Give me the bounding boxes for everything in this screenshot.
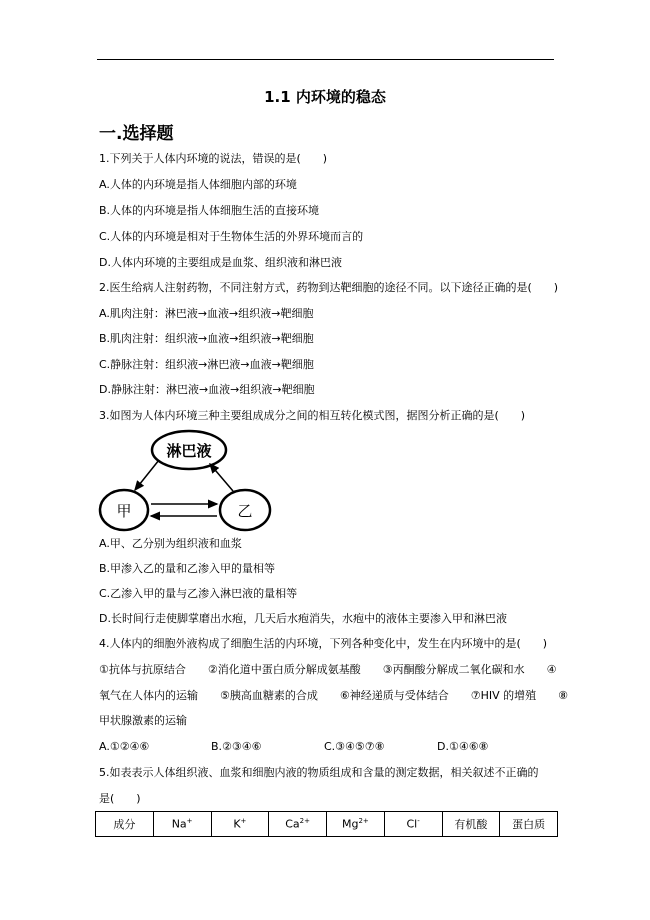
table-cell-organic-acid: 有机酸 [442, 812, 500, 837]
question-1-option-c: C.人体的内环境是相对于生物体生活的外界环境而言的 [99, 230, 364, 243]
question-3-option-a: A.甲、乙分别为组织液和血浆 [99, 537, 242, 550]
question-3-stem: 3.如图为人体内环境三种主要组成成分之间的相互转化模式图，据图分析正确的是( ) [99, 409, 526, 422]
question-4-stem: 4.人体内的细胞外液构成了细胞生活的内环境，下列各种变化中，发生在内环境中的是( ) [99, 637, 548, 650]
table-header-row [96, 812, 558, 837]
question-3-option-c: C.乙渗入甲的量与乙渗入淋巴液的量相等 [99, 587, 298, 600]
header-rule [97, 59, 554, 60]
question-2-option-b: B.肌肉注射：组织液→血液→组织液→靶细胞 [99, 332, 314, 345]
question-2-option-a: A.肌肉注射：淋巴液→血液→组织液→靶细胞 [99, 307, 314, 320]
table-cell-calcium: $Ca^{2+}$ [269, 812, 327, 837]
section-heading: 一.选择题 [99, 124, 174, 144]
table-cell-sodium: Na+ [153, 812, 211, 837]
question-4-item-line-3: 甲状腺激素的运输 [99, 714, 187, 727]
page-title: 1.1 内环境的稳态 [264, 88, 386, 106]
question-5-stem-continued: 是( ) [99, 792, 141, 805]
table-cell-component: 成分 [96, 812, 154, 837]
question-4-item-line-1: ①抗体与抗原结合 ②消化道中蛋白质分解成氨基酸 ③丙酮酸分解成二氧化碳和水 ④ [99, 663, 557, 676]
question-1-option-b: B.人体的内环境是指人体细胞生活的直接环境 [99, 204, 320, 217]
question-4-option-d: D.①④⑥⑧ [437, 740, 489, 753]
table-cell-protein: 蛋白质 [500, 812, 558, 837]
table-cell-chloride: Cl- [384, 812, 442, 837]
table-cell-potassium: K+ [211, 812, 269, 837]
composition-table [95, 811, 558, 837]
body-fluid-diagram [97, 428, 287, 538]
question-4-option-c: C.③④⑤⑦⑧ [324, 740, 385, 753]
jia-label: 甲 [116, 502, 132, 520]
question-1-stem: 1.下列关于人体内环境的说法，错误的是( ) [99, 152, 328, 165]
arrow-yi-to-lymph [210, 464, 233, 491]
question-4-option-a: A.①②④⑥ [99, 740, 150, 753]
question-5-stem: 5.如表表示人体组织液、血浆和细胞内液的物质组成和含量的测定数据，相关叙述不正确的 [99, 766, 539, 779]
question-3-option-b: B.甲渗入乙的量和乙渗入甲的量相等 [99, 562, 276, 575]
question-4-item-line-2: 氧气在人体内的运输 ⑤胰高血糖素的合成 ⑥神经递质与受体结合 ⑦HIV 的增殖 ⑧ [99, 689, 568, 702]
yi-label: 乙 [237, 502, 253, 520]
question-3-option-d: D.长时间行走使脚掌磨出水疱，几天后水疱消失，水疱中的液体主要渗入甲和淋巴液 [99, 612, 507, 625]
lymph-label: 淋巴液 [166, 442, 212, 460]
question-2-option-c: C.静脉注射：组织液→淋巴液→血液→靶细胞 [99, 358, 314, 371]
question-1-option-a: A.人体的内环境是指人体细胞内部的环境 [99, 178, 297, 191]
question-2-stem: 2.医生给病人注射药物，不同注射方式，药物到达靶细胞的途径不同。以下途径正确的是( ) [99, 281, 559, 294]
question-4-option-b: B.②③④⑥ [211, 740, 262, 753]
table-cell-magnesium: $Mg^{2+}$ [327, 812, 385, 837]
question-1-option-d: D.人体内环境的主要组成是血浆、组织液和淋巴液 [99, 256, 342, 269]
arrow-lymph-to-jia [135, 460, 159, 490]
question-2-option-d: D.静脉注射：淋巴液→血液→组织液→靶细胞 [99, 383, 315, 396]
